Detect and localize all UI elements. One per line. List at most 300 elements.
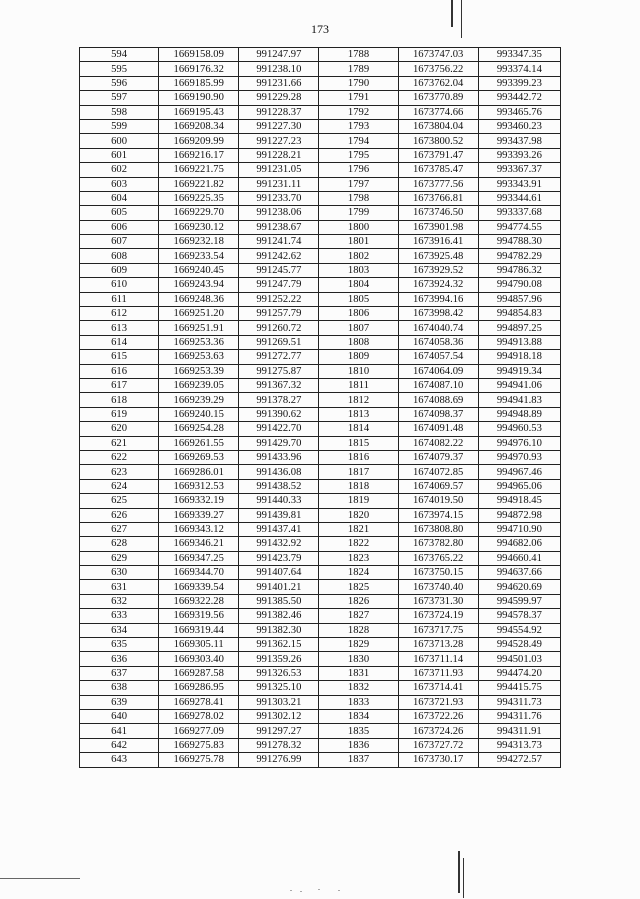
table-cell-point-number: 615 — [80, 350, 159, 364]
table-cell-x-coordinate: 1673916.41 — [398, 235, 478, 249]
table-cell-x-coordinate: 1669158.09 — [159, 48, 239, 62]
table-cell-point-number: 631 — [80, 580, 159, 594]
table-row — [80, 378, 561, 392]
table-cell-x-coordinate: 1673740.40 — [398, 580, 478, 594]
table-cell-point-number: 1801 — [319, 235, 398, 249]
table-row — [80, 364, 561, 378]
table-cell-y-coordinate: 991325.10 — [239, 681, 319, 695]
table-cell-x-coordinate: 1673727.72 — [398, 738, 478, 752]
table-cell-y-coordinate: 993465.76 — [478, 105, 560, 119]
table-cell-point-number: 600 — [80, 134, 159, 148]
table-cell-x-coordinate: 1669253.63 — [159, 350, 239, 364]
table-cell-point-number: 620 — [80, 422, 159, 436]
table-cell-point-number: 1803 — [319, 263, 398, 277]
table-cell-x-coordinate: 1669269.53 — [159, 450, 239, 464]
table-cell-x-coordinate: 1673777.56 — [398, 177, 478, 191]
table-cell-y-coordinate: 991438.52 — [239, 479, 319, 493]
table-cell-point-number: 637 — [80, 666, 159, 680]
table-cell-y-coordinate: 991432.92 — [239, 537, 319, 551]
table-row — [80, 609, 561, 623]
table-cell-point-number: 617 — [80, 378, 159, 392]
table-cell-x-coordinate: 1669216.17 — [159, 148, 239, 162]
table-row — [80, 738, 561, 752]
table-cell-point-number: 599 — [80, 119, 159, 133]
table-row — [80, 709, 561, 723]
table-cell-y-coordinate: 991437.41 — [239, 522, 319, 536]
table-cell-y-coordinate: 991302.12 — [239, 709, 319, 723]
table-cell-y-coordinate: 994965.06 — [478, 479, 560, 493]
table-cell-point-number: 623 — [80, 465, 159, 479]
table-row — [80, 436, 561, 450]
table-cell-x-coordinate: 1673901.98 — [398, 220, 478, 234]
table-row — [80, 134, 561, 148]
table-row — [80, 235, 561, 249]
table-cell-y-coordinate: 991433.96 — [239, 450, 319, 464]
table-cell-point-number: 1805 — [319, 292, 398, 306]
table-cell-y-coordinate: 994854.83 — [478, 307, 560, 321]
table-cell-point-number: 606 — [80, 220, 159, 234]
table-cell-point-number: 625 — [80, 494, 159, 508]
table-row — [80, 638, 561, 652]
table-cell-y-coordinate: 991238.10 — [239, 62, 319, 76]
table-cell-x-coordinate: 1669312.53 — [159, 479, 239, 493]
table-cell-x-coordinate: 1674079.37 — [398, 450, 478, 464]
table-cell-x-coordinate: 1669275.78 — [159, 753, 239, 767]
table-cell-x-coordinate: 1669176.32 — [159, 62, 239, 76]
table-cell-point-number: 1827 — [319, 609, 398, 623]
table-cell-x-coordinate: 1669347.25 — [159, 551, 239, 565]
table-cell-y-coordinate: 994578.37 — [478, 609, 560, 623]
table-cell-point-number: 1819 — [319, 494, 398, 508]
table-cell-y-coordinate: 994919.34 — [478, 364, 560, 378]
table-row — [80, 407, 561, 421]
table-cell-x-coordinate: 1669254.28 — [159, 422, 239, 436]
table-cell-point-number: 1829 — [319, 638, 398, 652]
table-cell-y-coordinate: 991228.21 — [239, 148, 319, 162]
table-cell-y-coordinate: 994311.73 — [478, 695, 560, 709]
table-row — [80, 508, 561, 522]
table-cell-y-coordinate: 991382.30 — [239, 623, 319, 637]
table-cell-x-coordinate: 1669253.39 — [159, 364, 239, 378]
table-row — [80, 522, 561, 536]
table-cell-x-coordinate: 1673750.15 — [398, 566, 478, 580]
table-cell-x-coordinate: 1674064.09 — [398, 364, 478, 378]
table-cell-point-number: 621 — [80, 436, 159, 450]
table-cell-x-coordinate: 1669230.12 — [159, 220, 239, 234]
table-cell-point-number: 603 — [80, 177, 159, 191]
table-cell-y-coordinate: 994786.32 — [478, 263, 560, 277]
table-cell-x-coordinate: 1669278.02 — [159, 709, 239, 723]
table-cell-point-number: 624 — [80, 479, 159, 493]
table-cell-y-coordinate: 994913.88 — [478, 335, 560, 349]
table-cell-x-coordinate: 1673717.75 — [398, 623, 478, 637]
table-cell-point-number: 1807 — [319, 321, 398, 335]
table-cell-x-coordinate: 1669253.36 — [159, 335, 239, 349]
table-cell-point-number: 639 — [80, 695, 159, 709]
table-cell-y-coordinate: 991278.32 — [239, 738, 319, 752]
table-cell-point-number: 633 — [80, 609, 159, 623]
table-cell-x-coordinate: 1673721.93 — [398, 695, 478, 709]
table-cell-point-number: 602 — [80, 163, 159, 177]
table-cell-x-coordinate: 1674082.22 — [398, 436, 478, 450]
table-cell-point-number: 607 — [80, 235, 159, 249]
table-cell-y-coordinate: 994599.97 — [478, 594, 560, 608]
table-cell-point-number: 601 — [80, 148, 159, 162]
table-cell-x-coordinate: 1669286.95 — [159, 681, 239, 695]
table-cell-y-coordinate: 991242.62 — [239, 249, 319, 263]
table-row — [80, 48, 561, 62]
table-cell-y-coordinate: 994857.96 — [478, 292, 560, 306]
table-cell-point-number: 1811 — [319, 378, 398, 392]
table-cell-point-number: 1808 — [319, 335, 398, 349]
table-cell-point-number: 1793 — [319, 119, 398, 133]
page-number: 173 — [311, 22, 329, 36]
binding-mark-bottom-right — [463, 858, 464, 898]
table-row — [80, 292, 561, 306]
table-cell-x-coordinate: 1669287.58 — [159, 666, 239, 680]
table-cell-x-coordinate: 1669286.01 — [159, 465, 239, 479]
table-cell-y-coordinate: 994311.76 — [478, 709, 560, 723]
table-cell-x-coordinate: 1669275.83 — [159, 738, 239, 752]
table-cell-x-coordinate: 1673791.47 — [398, 148, 478, 162]
table-cell-y-coordinate: 994311.91 — [478, 724, 560, 738]
table-cell-y-coordinate: 994790.08 — [478, 278, 560, 292]
table-cell-x-coordinate: 1669240.15 — [159, 407, 239, 421]
table-row — [80, 695, 561, 709]
table-cell-point-number: 638 — [80, 681, 159, 695]
table-cell-x-coordinate: 1673785.47 — [398, 163, 478, 177]
table-cell-point-number: 1818 — [319, 479, 398, 493]
table-cell-point-number: 1800 — [319, 220, 398, 234]
table-cell-point-number: 1821 — [319, 522, 398, 536]
table-cell-x-coordinate: 1669225.35 — [159, 191, 239, 205]
table-row — [80, 278, 561, 292]
table-cell-y-coordinate: 991272.77 — [239, 350, 319, 364]
coordinate-table — [79, 47, 561, 768]
table-row — [80, 479, 561, 493]
table-cell-x-coordinate: 1669251.91 — [159, 321, 239, 335]
table-cell-point-number: 1812 — [319, 393, 398, 407]
table-cell-y-coordinate: 994272.57 — [478, 753, 560, 767]
table-cell-y-coordinate: 994967.46 — [478, 465, 560, 479]
table-cell-point-number: 619 — [80, 407, 159, 421]
table-cell-x-coordinate: 1673731.30 — [398, 594, 478, 608]
table-cell-y-coordinate: 991269.51 — [239, 335, 319, 349]
table-cell-point-number: 636 — [80, 652, 159, 666]
table-cell-y-coordinate: 994897.25 — [478, 321, 560, 335]
table-cell-x-coordinate: 1669229.70 — [159, 206, 239, 220]
table-cell-x-coordinate: 1673994.16 — [398, 292, 478, 306]
table-cell-y-coordinate: 991260.72 — [239, 321, 319, 335]
table-cell-point-number: 1826 — [319, 594, 398, 608]
table-cell-y-coordinate: 994960.53 — [478, 422, 560, 436]
table-cell-x-coordinate: 1673747.03 — [398, 48, 478, 62]
table-cell-x-coordinate: 1673770.89 — [398, 91, 478, 105]
table-row — [80, 724, 561, 738]
table-cell-x-coordinate: 1673929.52 — [398, 263, 478, 277]
table-cell-point-number: 595 — [80, 62, 159, 76]
table-cell-point-number: 642 — [80, 738, 159, 752]
table-cell-x-coordinate: 1669305.11 — [159, 638, 239, 652]
table-cell-x-coordinate: 1673746.50 — [398, 206, 478, 220]
table-row — [80, 393, 561, 407]
table-cell-point-number: 627 — [80, 522, 159, 536]
table-cell-y-coordinate: 991429.70 — [239, 436, 319, 450]
table-cell-y-coordinate: 991436.08 — [239, 465, 319, 479]
table-cell-point-number: 1788 — [319, 48, 398, 62]
table-cell-y-coordinate: 991231.11 — [239, 177, 319, 191]
scan-speck — [300, 891, 302, 892]
table-cell-y-coordinate: 993437.98 — [478, 134, 560, 148]
table-cell-y-coordinate: 991247.79 — [239, 278, 319, 292]
table-cell-point-number: 1810 — [319, 364, 398, 378]
table-cell-y-coordinate: 994415.75 — [478, 681, 560, 695]
table-row — [80, 335, 561, 349]
table-cell-point-number: 1796 — [319, 163, 398, 177]
table-cell-y-coordinate: 994872.98 — [478, 508, 560, 522]
table-cell-point-number: 628 — [80, 537, 159, 551]
table-cell-point-number: 613 — [80, 321, 159, 335]
table-cell-point-number: 1790 — [319, 76, 398, 90]
table-row — [80, 220, 561, 234]
table-cell-y-coordinate: 994528.49 — [478, 638, 560, 652]
table-cell-x-coordinate: 1669209.99 — [159, 134, 239, 148]
coordinate-table-body — [80, 48, 561, 768]
table-row — [80, 666, 561, 680]
table-cell-x-coordinate: 1673713.28 — [398, 638, 478, 652]
table-cell-point-number: 1791 — [319, 91, 398, 105]
table-cell-y-coordinate: 991401.21 — [239, 580, 319, 594]
table-cell-point-number: 609 — [80, 263, 159, 277]
scan-speck — [318, 889, 320, 890]
table-cell-x-coordinate: 1674098.37 — [398, 407, 478, 421]
table-row — [80, 652, 561, 666]
table-row — [80, 249, 561, 263]
table-cell-y-coordinate: 993460.23 — [478, 119, 560, 133]
table-cell-point-number: 1824 — [319, 566, 398, 580]
table-row — [80, 206, 561, 220]
table-cell-x-coordinate: 1673711.14 — [398, 652, 478, 666]
table-row — [80, 177, 561, 191]
table-cell-y-coordinate: 991297.27 — [239, 724, 319, 738]
table-cell-y-coordinate: 991439.81 — [239, 508, 319, 522]
table-cell-point-number: 641 — [80, 724, 159, 738]
table-cell-point-number: 1822 — [319, 537, 398, 551]
table-row — [80, 594, 561, 608]
table-cell-y-coordinate: 994660.41 — [478, 551, 560, 565]
table-cell-x-coordinate: 1669221.82 — [159, 177, 239, 191]
table-cell-y-coordinate: 991227.23 — [239, 134, 319, 148]
table-cell-y-coordinate: 991378.27 — [239, 393, 319, 407]
table-cell-x-coordinate: 1669344.70 — [159, 566, 239, 580]
table-cell-point-number: 1798 — [319, 191, 398, 205]
table-row — [80, 119, 561, 133]
table-cell-point-number: 630 — [80, 566, 159, 580]
table-cell-x-coordinate: 1673800.52 — [398, 134, 478, 148]
table-cell-point-number: 1799 — [319, 206, 398, 220]
table-cell-x-coordinate: 1669278.41 — [159, 695, 239, 709]
table-cell-x-coordinate: 1674058.36 — [398, 335, 478, 349]
table-row — [80, 350, 561, 364]
table-cell-point-number: 611 — [80, 292, 159, 306]
table-cell-point-number: 1794 — [319, 134, 398, 148]
binding-mark-top-right — [461, 0, 462, 38]
table-cell-y-coordinate: 994682.06 — [478, 537, 560, 551]
table-cell-y-coordinate: 991359.26 — [239, 652, 319, 666]
table-cell-x-coordinate: 1674057.54 — [398, 350, 478, 364]
table-cell-point-number: 612 — [80, 307, 159, 321]
table-row — [80, 105, 561, 119]
table-cell-point-number: 1802 — [319, 249, 398, 263]
table-cell-point-number: 1833 — [319, 695, 398, 709]
table-cell-point-number: 597 — [80, 91, 159, 105]
table-cell-y-coordinate: 991326.53 — [239, 666, 319, 680]
table-cell-point-number: 1806 — [319, 307, 398, 321]
table-cell-x-coordinate: 1673804.04 — [398, 119, 478, 133]
table-cell-point-number: 605 — [80, 206, 159, 220]
table-row — [80, 321, 561, 335]
table-cell-point-number: 618 — [80, 393, 159, 407]
table-cell-y-coordinate: 991231.66 — [239, 76, 319, 90]
table-cell-x-coordinate: 1669322.28 — [159, 594, 239, 608]
table-cell-x-coordinate: 1669239.29 — [159, 393, 239, 407]
table-cell-point-number: 1825 — [319, 580, 398, 594]
table-row — [80, 191, 561, 205]
table-cell-x-coordinate: 1673808.80 — [398, 522, 478, 536]
table-cell-y-coordinate: 993374.14 — [478, 62, 560, 76]
table-cell-point-number: 1817 — [319, 465, 398, 479]
table-cell-x-coordinate: 1669239.05 — [159, 378, 239, 392]
table-cell-y-coordinate: 993343.91 — [478, 177, 560, 191]
table-cell-y-coordinate: 994554.92 — [478, 623, 560, 637]
table-cell-point-number: 1815 — [319, 436, 398, 450]
table-cell-point-number: 1813 — [319, 407, 398, 421]
table-cell-x-coordinate: 1669319.44 — [159, 623, 239, 637]
table-cell-x-coordinate: 1669303.40 — [159, 652, 239, 666]
table-cell-y-coordinate: 994788.30 — [478, 235, 560, 249]
scan-speck — [290, 890, 292, 891]
table-cell-x-coordinate: 1669261.55 — [159, 436, 239, 450]
table-cell-y-coordinate: 991385.50 — [239, 594, 319, 608]
table-cell-x-coordinate: 1673724.26 — [398, 724, 478, 738]
table-cell-y-coordinate: 991238.67 — [239, 220, 319, 234]
table-row — [80, 551, 561, 565]
table-cell-point-number: 1831 — [319, 666, 398, 680]
table-cell-point-number: 1834 — [319, 709, 398, 723]
table-cell-y-coordinate: 994941.83 — [478, 393, 560, 407]
table-cell-point-number: 616 — [80, 364, 159, 378]
binding-mark-top-left — [451, 0, 453, 27]
table-cell-y-coordinate: 991238.06 — [239, 206, 319, 220]
table-cell-y-coordinate: 991390.62 — [239, 407, 319, 421]
table-cell-y-coordinate: 994313.73 — [478, 738, 560, 752]
table-cell-point-number: 1836 — [319, 738, 398, 752]
table-row — [80, 163, 561, 177]
table-cell-y-coordinate: 993337.68 — [478, 206, 560, 220]
table-cell-x-coordinate: 1669221.75 — [159, 163, 239, 177]
table-cell-y-coordinate: 991275.87 — [239, 364, 319, 378]
table-cell-y-coordinate: 991276.99 — [239, 753, 319, 767]
table-cell-y-coordinate: 994970.93 — [478, 450, 560, 464]
table-row — [80, 263, 561, 277]
table-cell-point-number: 1816 — [319, 450, 398, 464]
table-cell-y-coordinate: 993442.72 — [478, 91, 560, 105]
table-cell-x-coordinate: 1669319.56 — [159, 609, 239, 623]
table-cell-y-coordinate: 991257.79 — [239, 307, 319, 321]
table-cell-y-coordinate: 994918.45 — [478, 494, 560, 508]
table-cell-x-coordinate: 1669343.12 — [159, 522, 239, 536]
table-cell-x-coordinate: 1673730.17 — [398, 753, 478, 767]
table-cell-point-number: 614 — [80, 335, 159, 349]
table-cell-point-number: 1814 — [319, 422, 398, 436]
table-row — [80, 753, 561, 767]
table-cell-x-coordinate: 1669208.34 — [159, 119, 239, 133]
table-cell-y-coordinate: 993344.61 — [478, 191, 560, 205]
table-cell-point-number: 1789 — [319, 62, 398, 76]
table-cell-point-number: 1837 — [319, 753, 398, 767]
table-cell-point-number: 626 — [80, 508, 159, 522]
table-row — [80, 623, 561, 637]
table-cell-x-coordinate: 1673762.04 — [398, 76, 478, 90]
table-cell-y-coordinate: 991422.70 — [239, 422, 319, 436]
table-cell-y-coordinate: 991367.32 — [239, 378, 319, 392]
table-cell-point-number: 1832 — [319, 681, 398, 695]
table-cell-x-coordinate: 1673974.15 — [398, 508, 478, 522]
table-cell-x-coordinate: 1669195.43 — [159, 105, 239, 119]
table-cell-point-number: 1835 — [319, 724, 398, 738]
table-cell-point-number: 1797 — [319, 177, 398, 191]
table-cell-y-coordinate: 991245.77 — [239, 263, 319, 277]
table-cell-y-coordinate: 993393.26 — [478, 148, 560, 162]
table-cell-y-coordinate: 991423.79 — [239, 551, 319, 565]
table-cell-y-coordinate: 991407.64 — [239, 566, 319, 580]
table-row — [80, 450, 561, 464]
table-row — [80, 681, 561, 695]
table-cell-x-coordinate: 1673782.80 — [398, 537, 478, 551]
table-cell-y-coordinate: 994501.03 — [478, 652, 560, 666]
table-row — [80, 566, 561, 580]
table-row — [80, 465, 561, 479]
table-cell-y-coordinate: 991231.05 — [239, 163, 319, 177]
scan-speck — [338, 890, 340, 891]
table-cell-y-coordinate: 991228.37 — [239, 105, 319, 119]
table-cell-point-number: 1830 — [319, 652, 398, 666]
table-cell-x-coordinate: 1669232.18 — [159, 235, 239, 249]
table-row — [80, 62, 561, 76]
table-cell-x-coordinate: 1673766.81 — [398, 191, 478, 205]
table-cell-y-coordinate: 991247.97 — [239, 48, 319, 62]
table-cell-x-coordinate: 1673924.32 — [398, 278, 478, 292]
table-cell-y-coordinate: 994918.18 — [478, 350, 560, 364]
table-cell-point-number: 1820 — [319, 508, 398, 522]
table-cell-x-coordinate: 1669339.54 — [159, 580, 239, 594]
table-cell-y-coordinate: 993399.23 — [478, 76, 560, 90]
table-cell-x-coordinate: 1669346.21 — [159, 537, 239, 551]
table-cell-x-coordinate: 1669277.09 — [159, 724, 239, 738]
table-cell-y-coordinate: 994710.90 — [478, 522, 560, 536]
table-cell-point-number: 635 — [80, 638, 159, 652]
table-cell-x-coordinate: 1669233.54 — [159, 249, 239, 263]
table-cell-x-coordinate: 1673722.26 — [398, 709, 478, 723]
table-cell-point-number: 632 — [80, 594, 159, 608]
table-cell-x-coordinate: 1674040.74 — [398, 321, 478, 335]
table-row — [80, 76, 561, 90]
table-cell-point-number: 629 — [80, 551, 159, 565]
table-row — [80, 148, 561, 162]
table-cell-x-coordinate: 1674069.57 — [398, 479, 478, 493]
table-row — [80, 422, 561, 436]
table-cell-point-number: 643 — [80, 753, 159, 767]
